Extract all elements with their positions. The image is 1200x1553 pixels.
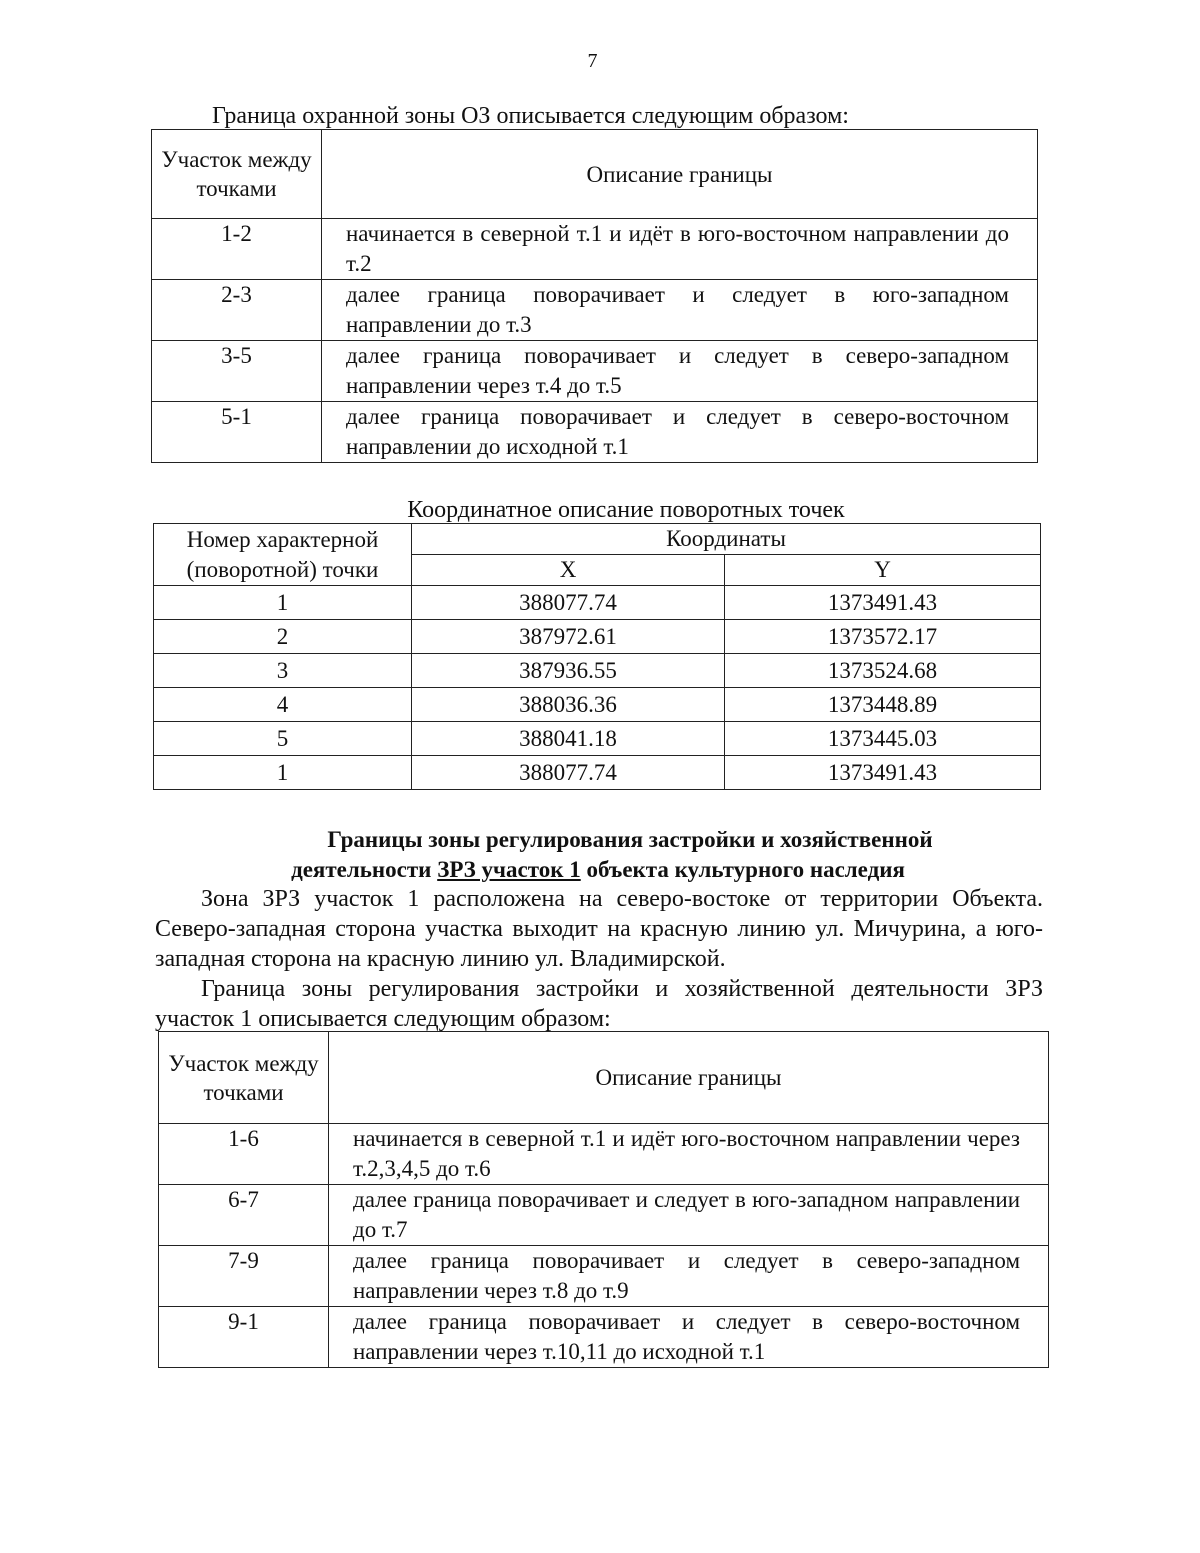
point-cell: 1 xyxy=(154,756,412,790)
zrz-heading-prefix: деятельности xyxy=(291,857,438,882)
table-row xyxy=(154,688,1041,722)
point-cell: 3 xyxy=(154,654,412,688)
x-cell: 388077.74 xyxy=(412,586,725,620)
point-cell: 2 xyxy=(154,620,412,654)
y-cell: 1373491.43 xyxy=(725,756,1041,790)
table-row xyxy=(154,756,1041,790)
x-cell: 387936.55 xyxy=(412,654,725,688)
coordinates-caption: Координатное описание поворотных точек xyxy=(407,497,845,523)
x-cell: 388041.18 xyxy=(412,722,725,756)
zrz-heading-suffix: объекта культурного наследия xyxy=(580,857,905,882)
description-cell: начинается в северной т.1 и идёт в юго-восточном направлении до т.2 xyxy=(322,219,1038,280)
coordinates-table xyxy=(153,523,1041,790)
point-number-header: Номер характерной (поворотной) точки xyxy=(154,524,412,586)
zrz-boundary-table xyxy=(158,1031,1049,1368)
table-row xyxy=(159,1307,1049,1368)
table-row xyxy=(154,722,1041,756)
description-cell: далее граница поворачивает и следует в северо-восточном направлении до исходной т.1 xyxy=(322,402,1038,463)
description-header: Описание границы xyxy=(329,1032,1049,1124)
segment-cell: 2-3 xyxy=(152,280,322,341)
table-row xyxy=(154,620,1041,654)
y-cell: 1373491.43 xyxy=(725,586,1041,620)
y-header: Y xyxy=(725,555,1041,586)
description-cell: далее граница поворачивает и следует в северо-восточном направлении через т.10,11 до исходной т.1 xyxy=(329,1307,1049,1368)
description-cell: далее граница поворачивает и следует в юго-западном направлении до т.7 xyxy=(329,1185,1049,1246)
zrz-heading-line2 xyxy=(0,855,1196,885)
segment-cell: 7-9 xyxy=(159,1246,329,1307)
segment-header: Участок между точками xyxy=(152,130,322,219)
zrz-heading-underlined: ЗРЗ участок 1 xyxy=(437,857,581,882)
y-cell: 1373445.03 xyxy=(725,722,1041,756)
zrz-paragraph-2: Граница зоны регулирования застройки и хозяйственной деятельности ЗРЗ участок 1 описывается следующим образом: xyxy=(155,976,1043,1032)
segment-cell: 1-2 xyxy=(152,219,322,280)
point-cell: 1 xyxy=(154,586,412,620)
table-row xyxy=(159,1185,1049,1246)
y-cell: 1373524.68 xyxy=(725,654,1041,688)
table-row xyxy=(152,280,1038,341)
zrz-paragraph-1: Зона ЗРЗ участок 1 расположена на северо-востоке от территории Объекта. Северо-западная сторона участка выходит на красную линию ул. Мичурина, а юго-западная сторона на красную линию ул. Владимирской. xyxy=(155,886,1043,972)
zrz-heading-line1: Границы зоны регулирования застройки и хозяйственной xyxy=(327,827,933,852)
oz-boundary-table xyxy=(151,129,1038,463)
description-cell: далее граница поворачивает и следует в юго-западном направлении до т.3 xyxy=(322,280,1038,341)
table-row xyxy=(154,586,1041,620)
description-cell: далее граница поворачивает и следует в северо-западном направлении через т.8 до т.9 xyxy=(329,1246,1049,1307)
segment-cell: 1-6 xyxy=(159,1124,329,1185)
table-header-row xyxy=(152,130,1038,219)
table-row xyxy=(152,341,1038,402)
point-cell: 5 xyxy=(154,722,412,756)
segment-cell: 5-1 xyxy=(152,402,322,463)
coordinates-header: Координаты xyxy=(412,524,1041,555)
x-cell: 388036.36 xyxy=(412,688,725,722)
segment-header: Участок между точками xyxy=(159,1032,329,1124)
table-header-row xyxy=(159,1032,1049,1124)
table-header-row xyxy=(154,524,1041,555)
table-row xyxy=(159,1124,1049,1185)
segment-cell: 6-7 xyxy=(159,1185,329,1246)
page-number: 7 xyxy=(587,50,598,72)
segment-cell: 9-1 xyxy=(159,1307,329,1368)
description-header: Описание границы xyxy=(322,130,1038,219)
table-row xyxy=(152,219,1038,280)
x-cell: 388077.74 xyxy=(412,756,725,790)
table-row xyxy=(152,402,1038,463)
x-cell: 387972.61 xyxy=(412,620,725,654)
description-cell: начинается в северной т.1 и идёт юго-восточном направлении через т.2,3,4,5 до т.6 xyxy=(329,1124,1049,1185)
segment-cell: 3-5 xyxy=(152,341,322,402)
table-row xyxy=(159,1246,1049,1307)
description-cell: далее граница поворачивает и следует в северо-западном направлении через т.4 до т.5 xyxy=(322,341,1038,402)
y-cell: 1373448.89 xyxy=(725,688,1041,722)
table-row xyxy=(154,654,1041,688)
oz-caption: Граница охранной зоны ОЗ описывается следующим образом: xyxy=(212,103,849,129)
y-cell: 1373572.17 xyxy=(725,620,1041,654)
point-cell: 4 xyxy=(154,688,412,722)
x-header: X xyxy=(412,555,725,586)
